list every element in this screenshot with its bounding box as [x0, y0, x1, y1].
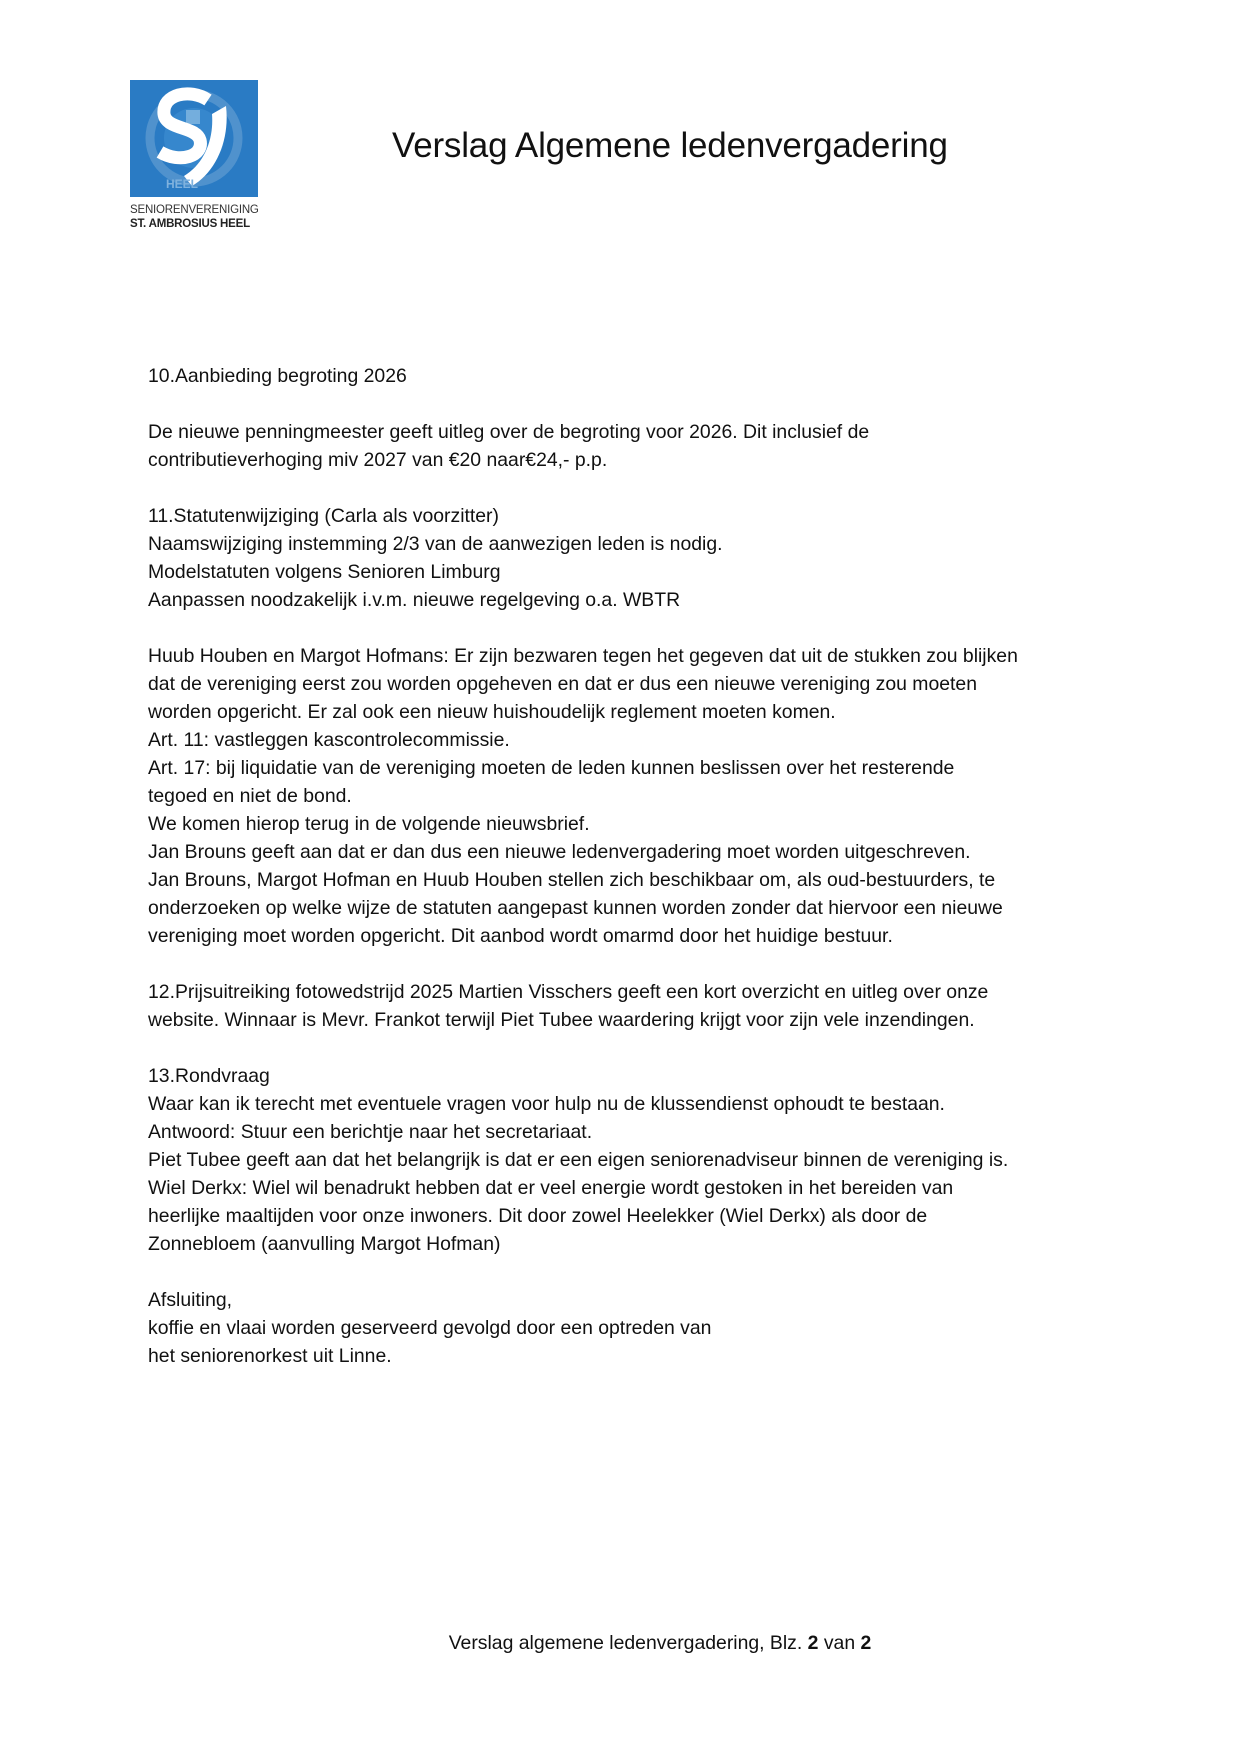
text-line: contributieverhoging miv 2027 van €20 naar€24,- p.p.	[148, 449, 608, 471]
organization-logo	[130, 80, 258, 230]
section-11-body	[148, 502, 1108, 614]
logo-name: ST. AMBROSIUS HEEL	[130, 218, 250, 230]
text-line: koffie en vlaai worden geserveerd gevolgd door een optreden van	[148, 1317, 712, 1339]
text-line: heerlijke maaltijden voor onze inwoners. Dit door zowel Heelekker (Wiel Derkx) als door de	[148, 1205, 928, 1227]
text-line: Piet Tubee geeft aan dat het belangrijk is dat er een eigen seniorenadviseur binnen de vereniging is.	[148, 1149, 1009, 1171]
text-line: tegoed en niet de bond.	[148, 785, 352, 807]
sj-monogram-icon	[130, 80, 258, 197]
svg-text:HEEL: HEEL	[166, 177, 199, 191]
text-line: Aanpassen noodzakelijk i.v.m. nieuwe regelgeving o.a. WBTR	[148, 589, 681, 611]
text-line: Jan Brouns, Margot Hofman en Huub Houben stellen zich beschikbaar om, als oud-bestuurders, te	[148, 869, 996, 891]
section-heading: 11.Statutenwijziging (Carla als voorzitter)	[148, 505, 499, 527]
text-line: De nieuwe penningmeester geeft uitleg over de begroting voor 2026. Dit inclusief de	[148, 421, 870, 443]
total-page-count: 2	[860, 1632, 872, 1654]
text-line: Art. 17: bij liquidatie van de vereniging moeten de leden kunnen beslissen over het resterende	[148, 757, 955, 779]
section-10-body	[148, 418, 1108, 474]
text-line: Jan Brouns geeft aan dat er dan dus een nieuwe ledenvergadering moet worden uitgeschreven.	[148, 841, 971, 863]
section-heading: 10.Aanbieding begroting 2026	[148, 365, 407, 387]
text-line: 12.Prijsuitreiking fotowedstrijd 2025 Martien Visschers geeft een kort overzicht en uitleg over onze	[148, 981, 989, 1003]
text-line: Art. 11: vastleggen kascontrolecommissie.	[148, 729, 510, 751]
text-line: Modelstatuten volgens Senioren Limburg	[148, 561, 501, 583]
text-line: Wiel Derkx: Wiel wil benadrukt hebben dat er veel energie wordt gestoken in het bereiden van	[148, 1177, 954, 1199]
text-line: Waar kan ik terecht met eventuele vragen voor hulp nu de klussendienst ophoudt te bestaan.	[148, 1093, 945, 1115]
text-line: We komen hierop terug in de volgende nieuwsbrief.	[148, 813, 590, 835]
footer-text: Verslag algemene ledenvergadering, Blz.	[448, 1632, 803, 1654]
text-line: onderzoeken op welke wijze de statuten aangepast kunnen worden zonder dat hiervoor een nieuwe	[148, 897, 1003, 919]
text-line: dat de vereniging eerst zou worden opgeheven en dat er dus een nieuwe vereniging zou moeten	[148, 673, 977, 695]
text-line: Zonnebloem (aanvulling Margot Hofman)	[148, 1233, 501, 1255]
text-line: Huub Houben en Margot Hofmans: Er zijn bezwaren tegen het gegeven dat uit de stukken zou blijken	[148, 645, 1018, 667]
text-line: worden opgericht. Er zal ook een nieuw huishoudelijk reglement moeten komen.	[148, 701, 836, 723]
document-title: Verslag Algemene ledenvergadering	[392, 126, 948, 165]
text-line: Naamswijziging instemming 2/3 van de aanwezigen leden is nodig.	[148, 533, 723, 555]
footer-of: van	[823, 1632, 856, 1654]
document-body	[148, 362, 1108, 1398]
page-footer	[0, 1632, 1241, 1655]
section-13-body	[148, 1062, 1108, 1258]
section-heading: 13.Rondvraag	[148, 1065, 270, 1087]
section-12-body	[148, 978, 1108, 1034]
text-line: Antwoord: Stuur een berichtje naar het secretariaat.	[148, 1121, 593, 1143]
logo-subtitle: SENIORENVERENIGING	[130, 204, 259, 216]
text-line: website. Winnaar is Mevr. Frankot terwijl Piet Tubee waardering krijgt voor zijn vele inzendingen.	[148, 1009, 975, 1031]
closing-section	[148, 1286, 1108, 1370]
section-10-heading	[148, 362, 1108, 390]
text-line: vereniging moet worden opgericht. Dit aanbod wordt omarmd door het huidige bestuur.	[148, 925, 893, 947]
section-heading: Afsluiting,	[148, 1289, 233, 1311]
current-page-number: 2	[807, 1632, 819, 1654]
section-11-discussion	[148, 642, 1108, 950]
text-line: het seniorenorkest uit Linne.	[148, 1345, 392, 1367]
